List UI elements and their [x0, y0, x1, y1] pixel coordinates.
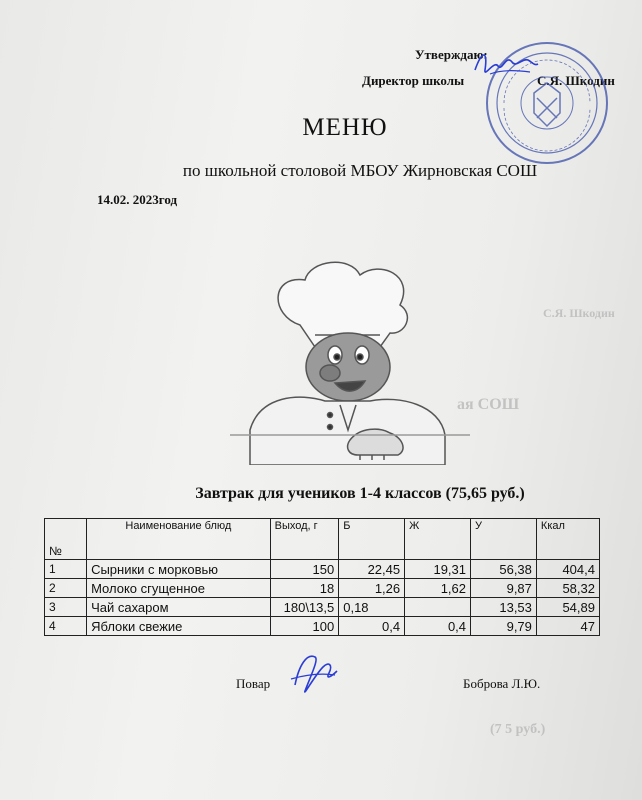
dish-carbs: 13,53 [471, 598, 537, 617]
menu-date: 14.02. 2023год [97, 192, 178, 207]
dish-kcal: 54,89 [536, 598, 599, 617]
dish-kcal: 404,4 [536, 560, 599, 579]
dish-carbs: 9,79 [471, 617, 537, 636]
director-name: С.Я. Шкодин [537, 73, 615, 88]
dish-fat: 0,4 [405, 617, 471, 636]
header-num: № [45, 519, 87, 560]
dish-fat: 19,31 [405, 560, 471, 579]
header-kcal: Ккал [536, 519, 599, 560]
dish-protein: 0,4 [339, 617, 405, 636]
header-carbs: У [471, 519, 537, 560]
cook-label: Повар [236, 676, 271, 691]
menu-title: МЕНЮ [302, 114, 388, 141]
chef-illustration-icon [230, 255, 470, 465]
dish-fat [405, 598, 471, 617]
breakfast-title: Завтрак для учеников 1-4 классов (75,65 руб.) [195, 485, 525, 502]
dish-protein: 22,45 [339, 560, 405, 579]
director-label: Директор школы [362, 73, 465, 88]
dish-carbs: 9,87 [471, 579, 537, 598]
dish-name: Сырники с морковью [87, 560, 271, 579]
show-through-text: (7 5 руб.) [490, 722, 546, 737]
dish-name: Яблоки свежие [87, 617, 271, 636]
dish-output: 150 [270, 560, 339, 579]
row-num: 1 [45, 560, 87, 579]
dish-name: Молоко сгущенное [87, 579, 271, 598]
dish-name: Чай сахаром [87, 598, 271, 617]
row-num: 3 [45, 598, 87, 617]
dish-protein: 0,18 [339, 598, 405, 617]
approve-label: Утверждаю: [415, 47, 488, 62]
header-dish-name: Наименование блюд [87, 519, 271, 560]
menu-table [44, 518, 600, 636]
table-row [45, 560, 600, 579]
dish-carbs: 56,38 [471, 560, 537, 579]
cook-name: Боброва Л.Ю. [463, 676, 541, 691]
table-header-row [45, 519, 600, 560]
dish-fat: 1,62 [405, 579, 471, 598]
row-num: 4 [45, 617, 87, 636]
dish-output: 180\13,5 [270, 598, 339, 617]
table-row [45, 598, 600, 617]
director-signature-icon [470, 40, 540, 90]
dish-kcal: 47 [536, 617, 599, 636]
table-row [45, 617, 600, 636]
row-num: 2 [45, 579, 87, 598]
header-output: Выход, г [270, 519, 339, 560]
dish-kcal: 58,32 [536, 579, 599, 598]
header-fat: Ж [405, 519, 471, 560]
dish-protein: 1,26 [339, 579, 405, 598]
cook-signature-icon [285, 645, 340, 700]
header-protein: Б [339, 519, 405, 560]
show-through-text: ая СОШ [457, 396, 520, 413]
show-through-text: С.Я. Шкодин [543, 306, 615, 320]
table-row [45, 579, 600, 598]
dish-output: 100 [270, 617, 339, 636]
dish-output: 18 [270, 579, 339, 598]
menu-subtitle: по школьной столовой МБОУ Жирновская СОШ [182, 161, 538, 180]
